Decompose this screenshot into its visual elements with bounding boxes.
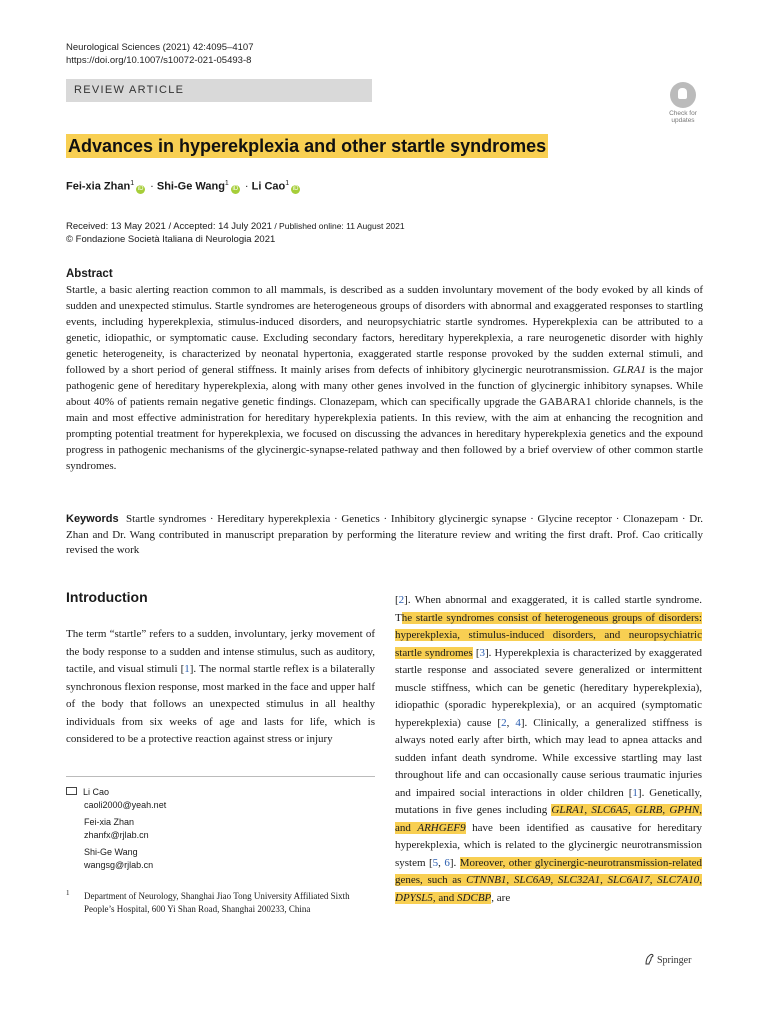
author-email[interactable]: wangsg@rjlab.cn: [84, 859, 154, 870]
body-text: [: [395, 594, 399, 606]
affiliation-number: 1: [66, 889, 70, 897]
publisher-name: Springer: [657, 955, 692, 966]
abstract-text: is the major pathogenic gene of hereditary hyperekplexia, along with many other genes involved in the function of glycinergic inhibitory synapses. While about 40% of patients remain negative genetic findings. Clonazepam, which can specifically upgrade the GABARA1 chloride channels, is the main and most effective administration for hereditary hyperekplexia patients. In this review, with the aim at enhancing the recognition and prompting potential treatment for hyperekplexia, we focused on discussing the advances in hereditary hyperekplexia genetics and the expound progress in pathogenic mechanisms of the glycinergic-synapse-related pathway and then followed by a brief overview of other common startle syndromes.: [66, 364, 703, 472]
springer-horse-icon: [644, 953, 654, 965]
gene-name: SLC7A10: [657, 874, 700, 886]
body-text: ]. When abnormal and exaggerated, it is called startle syndrome. T: [395, 594, 702, 624]
highlighted-text: he startle syndromes consist of heterogeneous groups of disorders: hyperekplexia, stimulus-induced disorders, and neuropsychiatric startle syndromes: [395, 611, 702, 659]
orcid-icon[interactable]: iD: [232, 185, 239, 192]
gene-name: CTNNB1: [466, 874, 507, 886]
gene-name: SLC6A17: [607, 874, 650, 886]
body-text: ].: [449, 856, 460, 869]
body-text: ]. Hyperekplexia is characterized by exaggerated startle response and associated severe generalized or intermittent muscle stiffness, which can be genetic (hereditary hyperekplexia), idiopathic (sporadic hyperekplexia), or an acquired (symptomatic hyperekplexia) cause [: [395, 646, 702, 729]
citation-link[interactable]: 6: [444, 856, 450, 869]
body-text: have been identified as causative for hereditary hyperekplexia, which is related to the glycinergic neurotransmission system [: [395, 821, 702, 869]
citation-link[interactable]: 3: [479, 646, 485, 659]
author-affiliation-ref: 1: [130, 180, 135, 187]
highlighted-text: ,: [628, 804, 635, 816]
body-text: The term “startle” refers to a sudden, involuntary, jerky movement of the body response to a sudden and intense stimulus, such as auditory, tactile, and visual stimuli [: [66, 628, 375, 675]
gene-name: SLC32A1: [557, 874, 601, 886]
author-email[interactable]: caoli2000@yeah.net: [84, 799, 167, 810]
published-date: / Published online: 11 August 2021: [271, 221, 405, 231]
highlighted-text: ,: [550, 874, 558, 886]
check-updates-label: Check for updates: [669, 110, 697, 124]
abstract-text: Startle, a basic alerting reaction common to all mammals, is described as a sudden involuntary movement of the body evoked by all kinds of sudden and unexpected stimulus. Startle syndromes are heterogeneous groups of disorders with abnormal and exaggerated responses to startling events, including hyperekplexia, stimulus-induced disorders, and neuropsychiatric startle syndromes. Hyperekplexia can be attributed to a genetic, idiopathic, or symptomatic cause. Excluding secondary factors, hereditary hyperekplexia, a rare neurogenetic disorder with highly genetic heterogeneity, is characterized by neonatal hypertonia, exaggerated startle response provoked by the sudden external stimuli, and followed by a short period of general stiffness. It mainly arises from defects of inhibitory glycinergic neurotransmission.: [66, 284, 703, 376]
body-text: ,: [506, 716, 516, 729]
citation-link[interactable]: 4: [515, 716, 521, 729]
highlighted-text: , and: [395, 804, 703, 834]
article-dates: [66, 220, 405, 246]
publisher-logo: [644, 953, 691, 966]
envelope-icon: [66, 787, 77, 795]
abstract-body: [66, 282, 703, 474]
keywords-label: Keywords: [66, 513, 119, 525]
gene-name: GPHN: [669, 804, 700, 816]
doi-link[interactable]: https://doi.org/10.1007/s10072-021-05493-8: [66, 55, 252, 66]
highlighted-text: ,: [649, 874, 658, 886]
highlighted-text: ,: [699, 874, 703, 886]
section-heading-introduction: Introduction: [66, 589, 148, 605]
author-name[interactable]: Li Cao: [251, 180, 286, 193]
citation-link[interactable]: 2: [398, 594, 405, 606]
keywords-text: Startle syndromes · Hereditary hyperekplexia · Genetics · Inhibitory glycinergic synapse · Glycine receptor · Clonazepam · Dr. Zhan and Dr. Wang contributed in manuscript preparation by performing the literature review and writing the first draft. Prof. Cao critically revised the work: [66, 513, 704, 556]
highlighted-text: ,: [506, 874, 514, 886]
citation-link[interactable]: 2: [501, 716, 507, 729]
keywords-block: [66, 512, 703, 559]
highlighted-text: ,: [584, 804, 592, 816]
highlighted-text: , and: [432, 891, 458, 904]
body-text: [: [472, 646, 480, 659]
author-list: Fei-xia Zhan$^1$iD · Shi-Ge Wang$^1$iD · Li Cao$^1$iD: [66, 180, 299, 193]
highlighted-text: ,: [600, 874, 608, 886]
check-for-updates-badge[interactable]: [660, 82, 706, 124]
gene-name: GLRA1: [612, 364, 646, 376]
affiliation-text: Department of Neurology, Shanghai Jiao Tong University Affiliated Sixth People’s Hospital, 600 Yi Shan Road, Shanghai 200233, China: [84, 891, 350, 914]
citation-link[interactable]: 5: [432, 856, 439, 869]
citation-link[interactable]: 1: [184, 663, 190, 675]
orcid-icon[interactable]: iD: [292, 185, 299, 192]
affiliation-footnote: [66, 890, 366, 915]
orcid-icon[interactable]: iD: [137, 185, 144, 192]
gene-name: SLC6A9: [513, 874, 551, 886]
citation-link[interactable]: 1: [632, 786, 638, 799]
author-affiliation-ref: 1: [224, 180, 229, 187]
body-text: ]. The normal startle reflex is a bilaterally synchronous flexion response, most marked in the face and upper half of the body that follows an unexpected stimulus in all healthy individuals from six weeks of age and lasts for life, which is considered to be a protective reaction against stress or injury: [66, 663, 375, 745]
gene-name: ARHGEF9: [417, 821, 466, 834]
gene-name: SDCBP: [457, 891, 492, 904]
body-text: ]. Clinically, a generalized stiffness is always noted early after birth, which may lead to apnea attacks and sudden infant death syndrome. While excessive startling may last throughout life and can occasionally cause serious traumatic injuries and impaired social interactions in older children [: [395, 716, 703, 799]
abstract-heading: Abstract: [66, 268, 113, 280]
gene-name: SLC6A5: [591, 804, 628, 816]
author-name: Shi-Ge Wang: [84, 847, 138, 857]
received-accepted-dates: Received: 13 May 2021 / Accepted: 14 July 2021: [66, 221, 272, 232]
author-email[interactable]: zhanfx@rjlab.cn: [84, 829, 149, 840]
intro-right-column: [395, 592, 702, 907]
author-name: Fei-xia Zhan: [84, 817, 135, 827]
article-type-label: REVIEW ARTICLE: [66, 79, 372, 102]
author-name[interactable]: Fei-xia Zhan: [66, 180, 131, 193]
footnote-divider: [66, 776, 375, 777]
journal-citation: Neurological Sciences (2021) 42:4095–4107: [66, 42, 254, 53]
author-name[interactable]: Shi-Ge Wang: [156, 180, 225, 193]
gene-name: DPYSL5: [395, 891, 433, 904]
body-text: , are: [491, 891, 511, 904]
author-affiliation-ref: 1: [285, 180, 290, 187]
body-text: ]. Genetically, mutations in five genes including: [395, 786, 702, 816]
gene-name: GLRB: [634, 804, 663, 816]
highlighted-text: ,: [662, 804, 670, 816]
check-updates-icon: [670, 82, 696, 108]
corresponding-author-name: Li Cao: [83, 787, 110, 797]
article-title: Advances in hyperekplexia and other startle syndromes: [68, 136, 547, 156]
gene-name: GLRA1: [551, 804, 585, 816]
correspondence-block: [66, 786, 166, 871]
highlighted-text: Moreover, other glycinergic-neurotransmission-related genes, such as: [395, 856, 703, 886]
body-text: ,: [438, 856, 445, 869]
intro-left-column: [66, 626, 375, 749]
copyright-notice: © Fondazione Società Italiana di Neurologia 2021: [66, 233, 276, 245]
